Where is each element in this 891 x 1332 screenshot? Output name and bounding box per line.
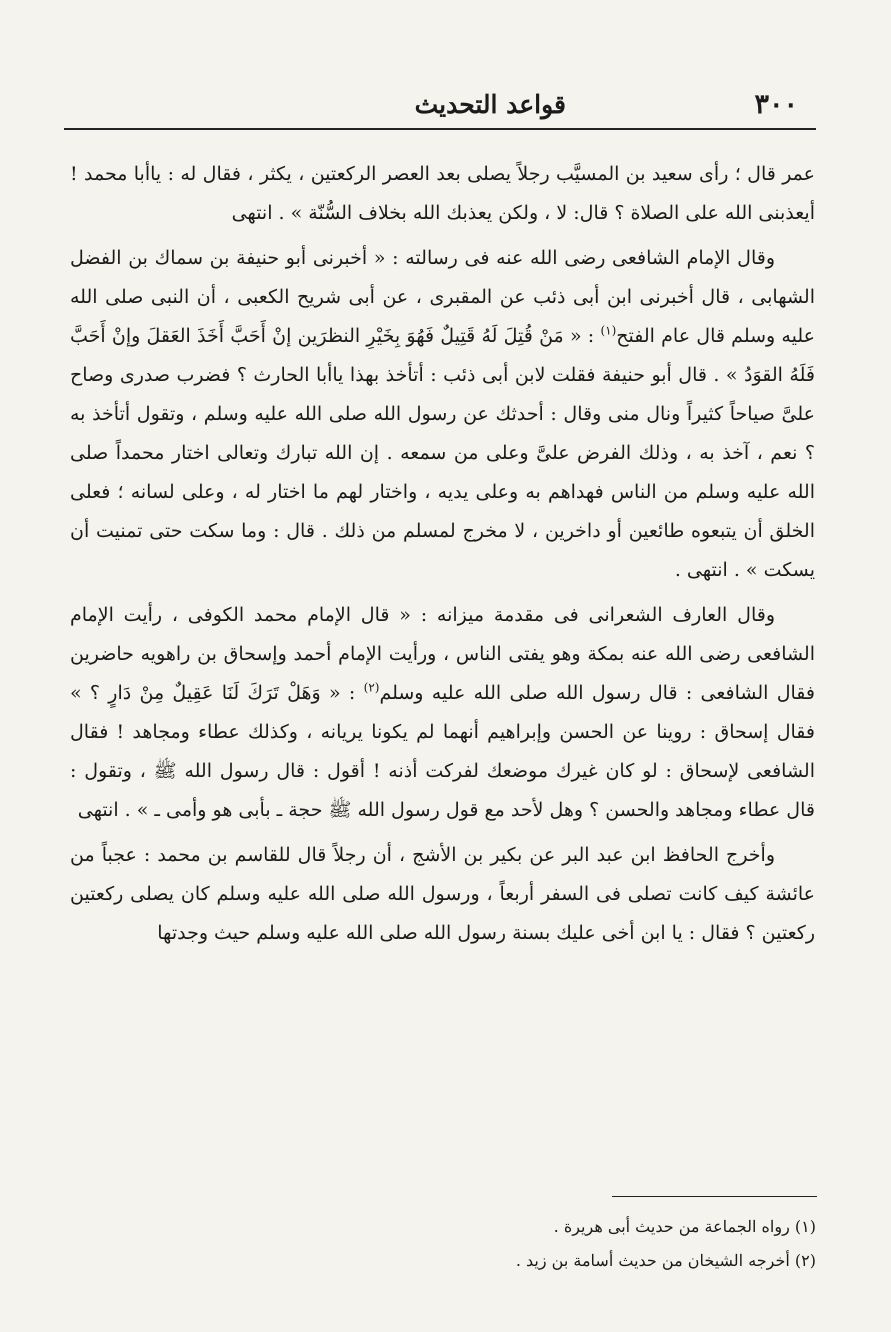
paragraph-text: : « وَهَلْ تَرَكَ لَنَا عَقِيلٌ مِنْ دَارٍ ؟ » فقال إسحاق : روينا عن الحسن وإبراهيم أنهما لم يكونا يريانه ، وكذلك عطاء ومجاهد ! فقال الشافعى لإسحاق : لو كان غيرك موضعك لفركت أذنه ! أقول : قال رسول الله ﷺ ، وتقول : قال عطاء ومجاهد والحسن ؟ وهل لأحد مع قول رسول الله ﷺ حجة ـ بأبى هو وأمى ـ » . انتهى bbox=[70, 682, 815, 821]
paragraph bbox=[70, 239, 815, 590]
paragraph-text: وأخرج الحافظ ابن عبد البر عن بكير بن الأشج ، أن رجلاً قال للقاسم بن محمد : عجباً من عائشة كيف كانت تصلى فى السفر أربعاً ، ورسول الله صلى الله عليه وسلم كان يصلى ركعتين ركعتين ؟ فقال : يا ابن أخى عليك بسنة رسول الله صلى الله عليه وسلم حيث وجدتها bbox=[70, 844, 815, 944]
paragraph bbox=[70, 596, 815, 830]
footnote-2: (٢) أخرجه الشيخان من حديث أسامة بن زيد . bbox=[515, 1251, 816, 1270]
footnotes bbox=[71, 1210, 816, 1278]
footnote-rule bbox=[612, 1196, 817, 1197]
paragraph bbox=[70, 836, 815, 953]
page-number: ٣٠٠ bbox=[754, 89, 798, 120]
header-rule bbox=[64, 128, 816, 130]
running-title: قواعد التحديث bbox=[414, 90, 566, 119]
paragraph bbox=[70, 155, 815, 233]
paragraph-text: : « مَنْ قُتِلَ لَهُ قَتِيلٌ فَهُوَ بِخَيْرِ النظرَين إنْ أَحَبَّ أَخَذَ العَقلَ وإنْ أَحَبَّ فَلَهُ القوَدُ » . قال أبو حنيفة فقلت لابن أبى ذئب : أتأخذ بهذا ياأبا الحارث ؟ فضرب صدرى وصاح علىَّ صياحاً كثيراً ونال منى وقال : أحدثك عن رسول الله صلى الله عليه وسلم ، وتقول أتأخذ به ؟ نعم ، آخذ به ، وذلك الفرض علىَّ وعلى من سمعه . إن الله تبارك وتعالى اختار محمداً صلى الله عليه وسلم من الناس فهداهم به وعلى يديه ، واختار لهم ما اختار له ، وعلى لسانه ؛ فعلى الخلق أن يتبعوه طائعين أو داخرين ، لا مخرج لمسلم من ذلك . قال : وما سكت حتى تمنيت أن يسكت » . انتهى . bbox=[70, 325, 815, 581]
page-header bbox=[64, 88, 816, 126]
footnote-reference: (١) bbox=[600, 323, 617, 338]
paragraph-text: وقال العارف الشعرانى فى مقدمة ميزانه : « قال الإمام محمد الكوفى ، رأيت الإمام الشافعى رضى الله عنه بمكة وهو يفتى الناس ، ورأيت الإمام أحمد وإسحاق بن راهويه حاضرين فقال الشافعى : قال رسول الله صلى الله عليه وسلم bbox=[70, 604, 815, 704]
footnote-1: (١) رواه الجماعة من حديث أبى هريرة . bbox=[553, 1217, 816, 1236]
paragraph-text: عمر قال ؛ رأى سعيد بن المسيَّب رجلاً يصلى بعد العصر الركعتين ، يكثر ، فقال له : ياأبا محمد ! أيعذبنى الله على الصلاة ؟ قال: لا ، ولكن يعذبك الله بخلاف السُّنّة » . انتهى bbox=[70, 163, 815, 224]
paragraph-text: وقال الإمام الشافعى رضى الله عنه فى رسالته : « أخبرنى أبو حنيفة بن سماك بن الفضل الشهابى ، قال أخبرنى ابن أبى ذئب عن المقبرى ، عن أبى شريح الكعبى ، أن النبى صلى الله عليه وسلم قال عام الفتح bbox=[70, 247, 815, 347]
footnote-reference: (٢) bbox=[363, 680, 380, 695]
body-text bbox=[70, 155, 815, 959]
